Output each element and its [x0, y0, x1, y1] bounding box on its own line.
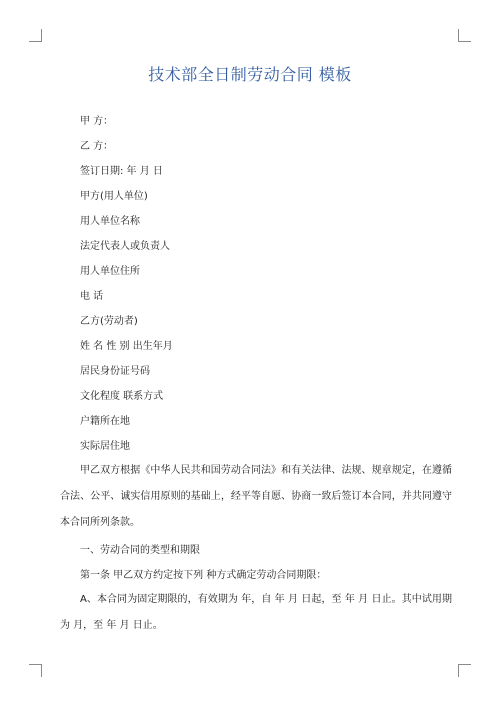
- crop-mark-bottom-right: [458, 664, 471, 677]
- crop-mark-top-right: [458, 29, 471, 42]
- section-heading: 一、劳动合同的类型和期限: [80, 545, 200, 556]
- intro-paragraph: 甲乙双方根据《中华人民共和国劳动合同法》和有关法律、法规、规章规定，在遵循合法、公平、诚实信用原则的基础上，经平等自愿、协商一致后签订本合同，并共同遵守本合同所列条款。: [60, 465, 452, 528]
- field-employer-address: 用人单位住所: [80, 266, 140, 277]
- field-party-b: 乙 方：: [80, 141, 114, 152]
- article-1: 第一条 甲乙双方约定按下列 种方式确定劳动合同期限：: [80, 570, 327, 581]
- field-education-contact: 文化程度 联系方式: [80, 391, 164, 402]
- document-title: 技术部全日制劳动合同 模板: [148, 65, 352, 84]
- field-phone: 电 话: [80, 291, 104, 302]
- field-actual-residence: 实际居住地: [80, 441, 130, 452]
- crop-mark-bottom-left: [29, 664, 42, 677]
- crop-mark-top-left: [29, 29, 42, 42]
- clause-a: A、本合同为固定期限的，有效期为 年，自 年 月 日起，至 年 月 日止。其中试用期为 月，至 年 月 日止。: [60, 594, 452, 631]
- field-employer-heading: 甲方(用人单位): [80, 191, 148, 202]
- field-sign-date: 签订日期: 年 月 日: [80, 166, 163, 177]
- field-legal-representative: 法定代表人或负责人: [80, 241, 170, 252]
- field-employer-name: 用人单位名称: [80, 216, 140, 227]
- field-employee-heading: 乙方(劳动者): [80, 316, 138, 327]
- field-household-registration: 户籍所在地: [80, 416, 130, 427]
- field-id-number: 居民身份证号码: [80, 366, 150, 377]
- field-name-gender-birth: 姓 名 性 别 出生年月: [80, 341, 173, 352]
- field-party-a: 甲 方：: [80, 116, 114, 127]
